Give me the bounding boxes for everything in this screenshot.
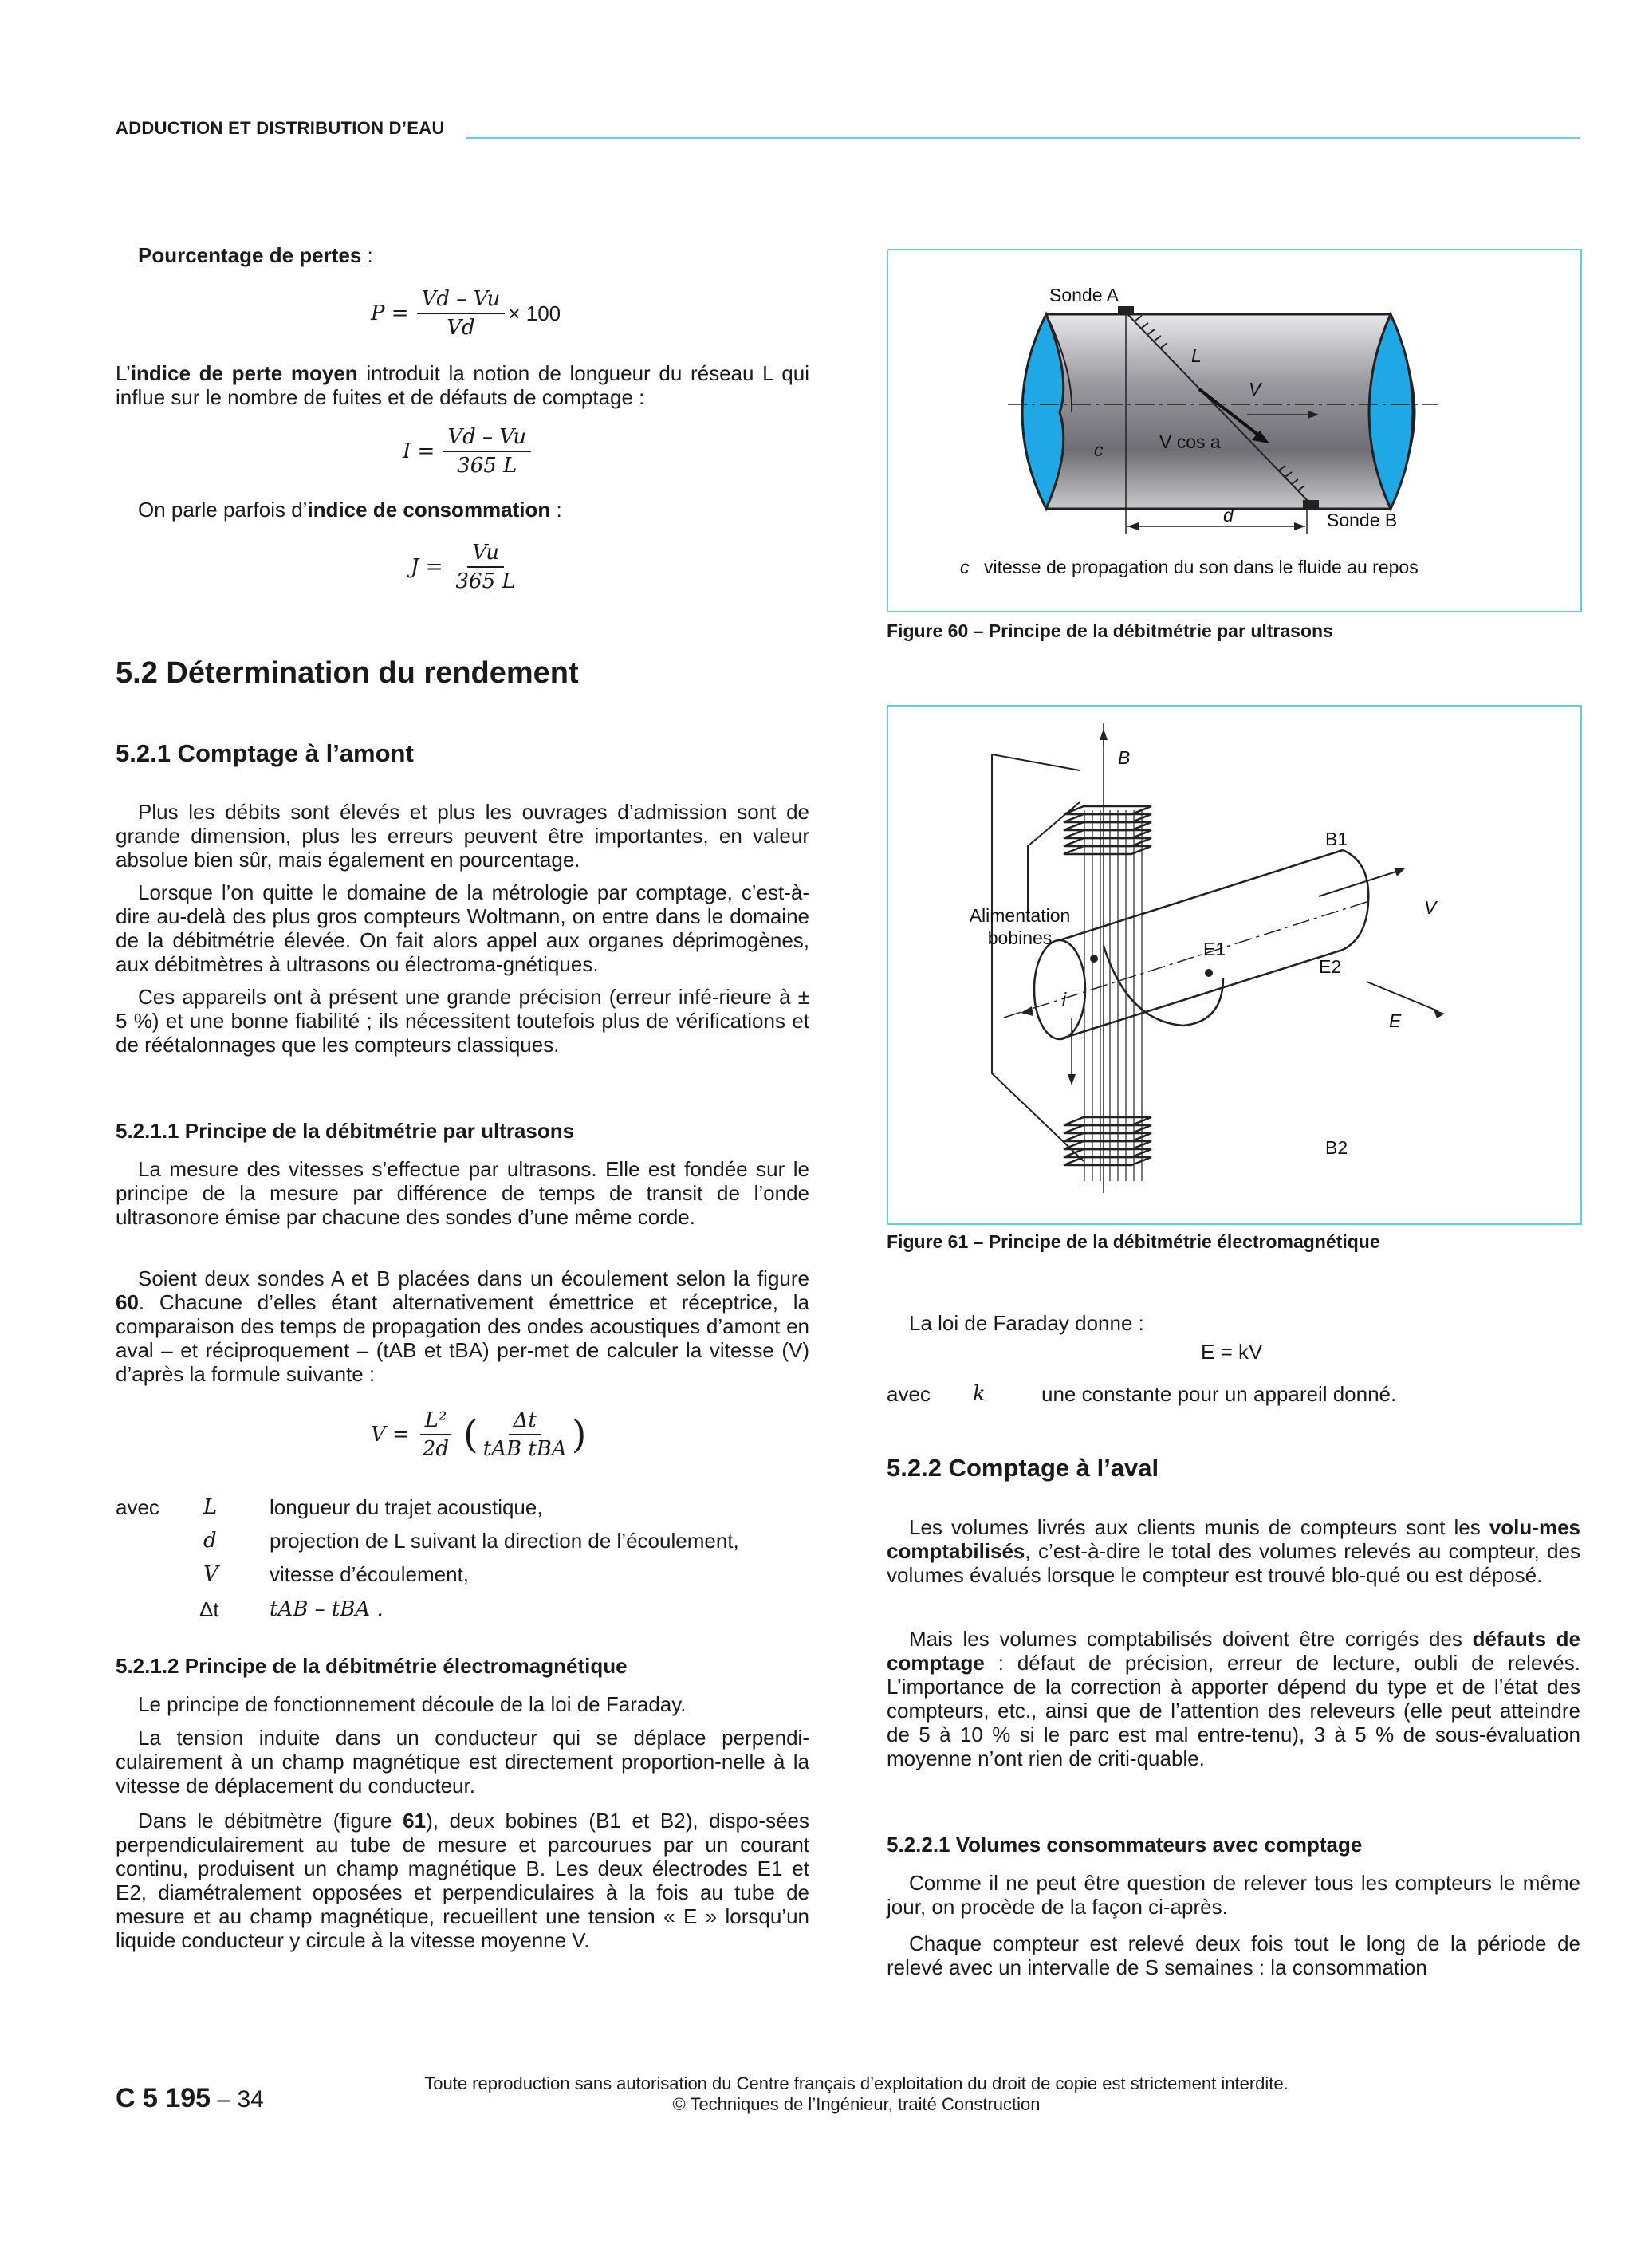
figure-60-diagram: [888, 250, 1580, 611]
faraday-intro: La loi de Faraday donne :: [909, 1311, 1144, 1335]
equation-j: J = $\frac{Vu}{365 L}$: [411, 541, 516, 593]
fig60-legend-text: vitesse de propagation du son dans le fluide au repos: [984, 557, 1419, 577]
coil-b1: [1064, 806, 1151, 854]
fig60-label-vcos: V cos a: [1159, 431, 1221, 452]
paragraph-defauts-comptage: Mais les volumes comptabilisés doivent être corrigés des défauts de comptage : défaut de précision, erreur de lecture, oubli de relevés. L’importance de la correction à apporter dépend du type et de l’état des compteurs, etc., ainsi que de l’attention des releveurs (elle peut atteindre de 5 à 10 % si le parc est mal entre-tenu), 3 à 5 % de sous-évaluation moyenne n’ont rien de criti-quable.: [887, 1627, 1580, 1770]
running-header: ADDUCTION ET DISTRIBUTION D’EAU: [116, 118, 445, 138]
paragraph-volumes-livres: Les volumes livrés aux clients munis de compteurs sont les volu-mes comptabilisés, c’est-à-dire le total des volumes relevés au compteur, des volumes évalués lorsque le compteur est trouvé blo-qué ou est déposé.: [887, 1515, 1580, 1587]
fig61-label-E2: E2: [1319, 956, 1342, 977]
figure-60-caption: Figure 60 – Principe de la débitmétrie par ultrasons: [887, 620, 1333, 641]
avec-label-right: avec: [887, 1382, 931, 1406]
footer-page-id: C 5 195 – 34: [116, 2083, 264, 2113]
paragraph-chaque-compteur: Chaque compteur est relevé deux fois tout le long de la période de relevé avec un intervalle de S semaines : la consommation: [887, 1931, 1580, 1979]
header-rule: [466, 137, 1580, 139]
fig60-label-V: V: [1249, 379, 1261, 400]
pourcentage-heading: Pourcentage de pertes :: [138, 243, 373, 267]
paragraph-ultrasons: La mesure des vitesses s’effectue par ultrasons. Elle est fondée sur le principe de la mesure par différence de temps de transit de l’onde ultrasonore émise par chacune des sondes d’une même corde.: [116, 1157, 809, 1229]
figure-61-box: [887, 705, 1582, 1225]
fig60-label-sonde-b: Sonde B: [1327, 510, 1398, 530]
def-text-L: longueur du trajet acoustique,: [270, 1495, 543, 1519]
def-text-V: vitesse d’écoulement,: [270, 1562, 470, 1586]
fig61-label-V: V: [1424, 897, 1437, 918]
footer-line-2: © Techniques de l’Ingénieur, traité Construction: [672, 2094, 1041, 2114]
coil-b2: [1064, 1117, 1151, 1165]
electrode-e1: [1090, 955, 1098, 963]
section-5-2-2-1-heading: 5.2.2.1 Volumes consommateurs avec comptage: [887, 1833, 1363, 1857]
def-symbol-L: L: [203, 1495, 218, 1519]
equation-v: V = $\frac{\text{L²}}{2d}$ ( $\frac{\Delta t}{\text{tAB tBA}}$ ): [371, 1408, 587, 1461]
fig61-label-B1: B1: [1325, 829, 1348, 849]
paragraph-faraday: Le principe de fonctionnement découle de la loi de Faraday.: [138, 1692, 687, 1716]
fig61-label-alim2: bobines: [987, 927, 1053, 948]
pipe-left-end: [1022, 314, 1064, 509]
paragraph-sondes: Soient deux sondes A et B placées dans un écoulement selon la figure 60. Chacune d’elles étant alternativement émettrice et réceptrice, la comparaison des temps de propagation des ondes acoustiques d’amont en aval – et réciproquement – (tAB et tBA) per-met de calculer la vitesse (V) d’après la formule suivante :: [116, 1266, 809, 1386]
avec-label-left: avec: [116, 1495, 159, 1519]
section-5-2-2-heading: 5.2.2 Comptage à l’aval: [887, 1454, 1159, 1482]
section-5-2-1-heading: 5.2.1 Comptage à l’amont: [116, 739, 414, 767]
def-text-d: projection de L suivant la direction de l’écoulement,: [270, 1529, 739, 1553]
def-symbol-dt: Δt: [199, 1597, 219, 1621]
def-text-dt: tAB – tBA .: [270, 1597, 384, 1621]
paragraph-appareils: Ces appareils ont à présent une grande précision (erreur infé-rieure à ± 5 %) et une bonne fiabilité ; ils nécessitent toutefois plus de vérifications et de réétalonnages que les compteurs classiques.: [116, 985, 809, 1057]
section-5-2-1-1-heading: 5.2.1.1 Principe de la débitmétrie par ultrasons: [116, 1119, 575, 1143]
equation-e: E = kV: [1201, 1340, 1263, 1364]
section-5-2-1-2-heading: 5.2.1.2 Principe de la débitmétrie électromagnétique: [116, 1654, 628, 1678]
equation-p: P = $\frac{Vd - Vu}{Vd}$ × 100: [371, 287, 561, 340]
fig61-label-i: i: [1062, 989, 1067, 1010]
fig61-label-E1: E1: [1203, 939, 1226, 959]
figure-60-box: [887, 249, 1582, 612]
footer-line-1: Toute reproduction sans autorisation du Centre français d’exploitation du droit de copie est strictement interdite.: [424, 2073, 1289, 2093]
fig61-label-E: E: [1389, 1010, 1402, 1031]
consommation-paragraph: On parle parfois d’indice de consommation :: [138, 498, 562, 522]
paragraph-tension: La tension induite dans un conducteur qui se déplace perpendi-culairement à un champ magnétique est directement proportion-nelle à la vitesse de déplacement du conducteur.: [116, 1726, 809, 1797]
fig61-label-B: B: [1118, 747, 1131, 768]
paragraph-debits: Plus les débits sont élevés et plus les ouvrages d’admission sont de grande dimension, plus les erreurs peuvent être importantes, en valeur absolue bien sûr, mais également en pourcentage.: [116, 800, 809, 872]
fig60-legend-symbol: c: [960, 557, 970, 577]
fig60-label-L: L: [1191, 345, 1202, 366]
equation-i: I = $\frac{Vd - Vu}{365 L}$: [403, 425, 531, 478]
fig61-label-alim1: Alimentation: [969, 905, 1071, 926]
section-5-2-heading: 5.2 Détermination du rendement: [116, 656, 579, 690]
fig60-label-sonde-a: Sonde A: [1049, 285, 1119, 305]
fig61-label-B2: B2: [1325, 1137, 1348, 1158]
fig60-label-c: c: [1094, 439, 1104, 460]
footer-copyright: [319, 2073, 1394, 2115]
k-definition: une constante pour un appareil donné.: [1041, 1382, 1397, 1406]
figure-61-caption: Figure 61 – Principe de la débitmétrie électromagnétique: [887, 1231, 1380, 1252]
paragraph-metrologie: Lorsque l’on quitte le domaine de la métrologie par comptage, c’est-à-dire au-delà des plus gros compteurs Woltmann, on entre dans le domaine de la débitmétrie élevée. On fait alors appel aux organes déprimogènes, aux débitmètres à ultrasons ou électroma-gnétiques.: [116, 880, 809, 976]
fig60-label-d: d: [1223, 505, 1234, 526]
def-symbol-V: V: [203, 1562, 218, 1586]
paragraph-releve: Comme il ne peut être question de relever tous les compteurs le même jour, on procède de la façon ci-après.: [887, 1871, 1580, 1919]
paragraph-debitmetre: Dans le débitmètre (figure 61), deux bobines (B1 et B2), dispo-sées perpendiculairement au tube de mesure et parcourues par un courant continu, produisent un champ magnétique B. Les deux électrodes E1 et E2, diamétralement opposées et perpendiculaires à la fois au tube de mesure et au champ magnétique, recueillent une tension « E » lorsqu’un liquide conducteur y circule à la vitesse moyenne V.: [116, 1809, 809, 1952]
symbol-k: k: [973, 1382, 986, 1406]
def-symbol-d: d: [203, 1529, 217, 1553]
electrode-e2: [1205, 969, 1213, 977]
coil-circuit: [992, 754, 1084, 1161]
indice-perte-paragraph: L’indice de perte moyen introduit la notion de longueur du réseau L qui influe sur le nombre de fuites et de défauts de comptage :: [116, 361, 809, 409]
figure-61-diagram: [888, 707, 1580, 1223]
